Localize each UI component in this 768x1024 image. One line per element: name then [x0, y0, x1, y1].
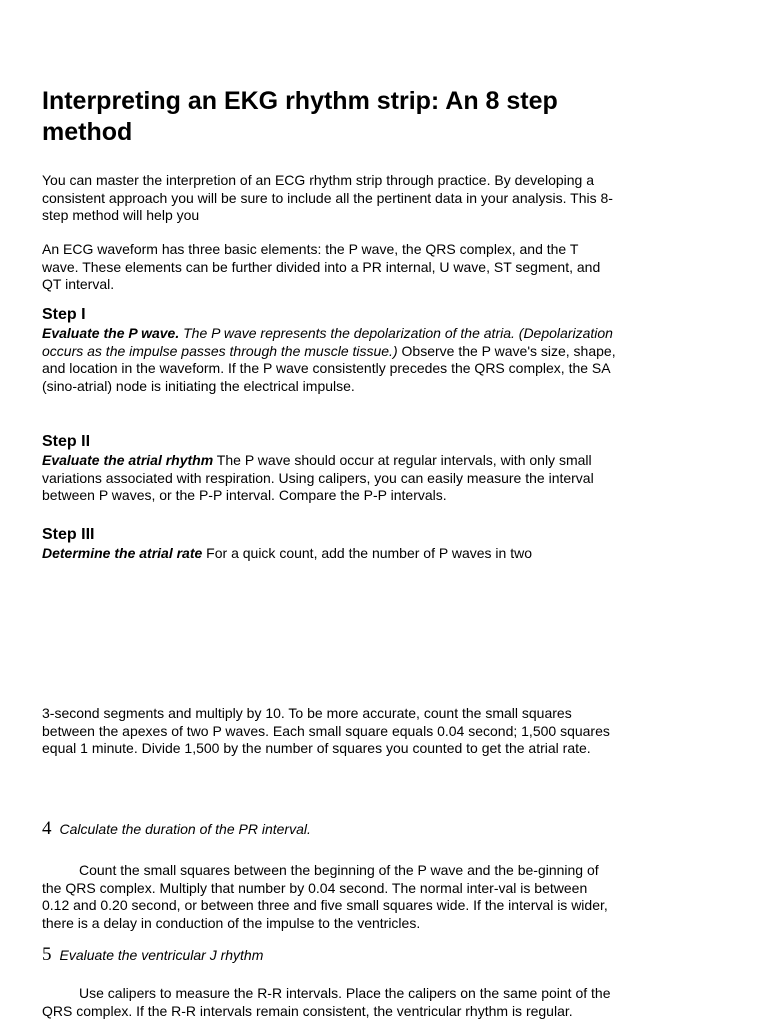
step-1-heading: Step I [42, 306, 86, 323]
step-4-number: 4 [42, 818, 52, 839]
elements-paragraph: An ECG waveform has three basic elements: the P wave, the QRS complex, and the T wave. These elements can be further divided into a PR internal, U wave, ST segment, and QT interval. [42, 241, 601, 292]
step-3-heading: Step III [42, 526, 95, 543]
document-title: Interpreting an EKG rhythm strip: An 8 step method [42, 87, 558, 146]
step-2-heading: Step II [42, 433, 91, 450]
step-2-paragraph [42, 452, 617, 505]
step-4-heading-line [42, 818, 311, 840]
step-5-paragraph: Use calipers to measure the R-R intervals. Place the calipers on the same point of the QRS complex. If the R-R intervals remain consistent, the ventricular rhythm is regular. [42, 985, 611, 1019]
step-4-heading: Calculate the duration of the PR interval. [59, 821, 311, 837]
step-3-continued-paragraph: 3-second segments and multiply by 10. To be more accurate, count the small squares between the apexes of two P waves. Each small square equals 0.04 second; 1,500 squares equal 1 minute. Divide 1,500 by the number of squares you counted to get the atrial rate. [42, 705, 610, 756]
step-1-paragraph [42, 325, 617, 395]
step-1-lead: Evaluate the P wave. [42, 325, 180, 341]
step-3-paragraph [42, 545, 617, 563]
step-5-heading: Evaluate the ventricular J rhythm [59, 947, 264, 963]
intro-paragraph: You can master the interpretion of an ECG rhythm strip through practice. By developing a consistent approach you will be sure to include all the pertinent data in your analysis. This 8-step method will help you [42, 172, 613, 223]
step-4-paragraph: Count the small squares between the beginning of the P wave and the be-ginning of the QRS complex. Multiply that number by 0.04 second. The normal inter-val is between 0.12 and 0.20 second, or between three and five small squares wide. If the interval is wider, there is a delay in conduction of the impulse to the ventricles. [42, 862, 608, 931]
step-1-body: Observe the P wave's size, shape, and location in the waveform. If the P wave consistently precedes the QRS complex, the SA (sino-atrial) node is initiating the electrical impulse. [42, 342, 616, 394]
step-3-lead: Determine the atrial rate [42, 545, 203, 561]
step-1-italic-text: The P wave represents the depolarization of the atria. (Depolarization occurs as the impulse passes through the muscle tissue.) [42, 325, 613, 359]
step-5-number: 5 [42, 944, 52, 965]
step-2-lead: Evaluate the atrial rhythm [42, 452, 214, 468]
step-3-body: For a quick count, add the number of P waves in two [202, 545, 532, 561]
step-2-body: The P wave should occur at regular intervals, with only small variations associated with respiration. Using calipers, you can easily measure the interval between P waves, or the P-P interval. Compare the P-P intervals. [42, 452, 594, 503]
step-5-heading-line [42, 944, 263, 966]
